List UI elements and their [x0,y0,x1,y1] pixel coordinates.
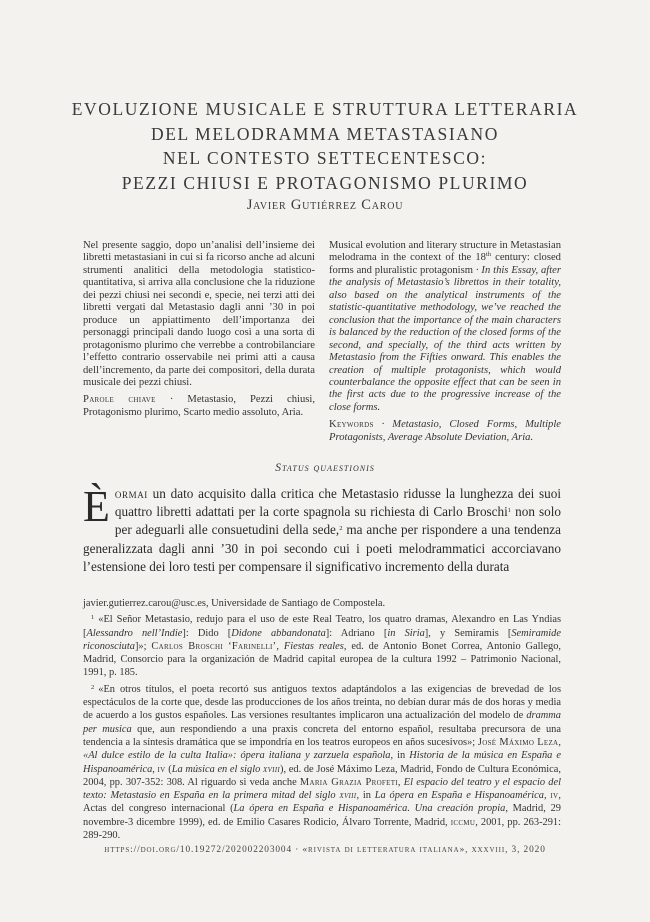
footnote-text: «El Señor Metastasio, redujo para el uso de este Real Teatro, los quatro dramas, Alexandro en Las Yndias [Alessandro nell’Indie]: Dido [Didone abbandonata]: Adriano [in Siria], y Semiramis [Semiramide riconosciuta]»; Carlos Broschi ‘Farinelli’, Fiestas reales, ed. de Antonio Bonet Correa, Antonio Gallego, Madrid, Consorcio para la organización de Madrid capital europea de la cultura 1992 – Patrimonio Nacional, 1991, p. 185. [83,614,562,679]
body-text-2: non solo per adeguarli alle consuetudini della sede, [114,504,561,538]
footnote-number: 1 [91,614,95,622]
smallcaps-opening: ormai [114,486,148,501]
abstract-english [329,240,561,444]
footnotes [83,597,561,843]
abstract-italian [83,240,315,419]
author-name: Javier Gutiérrez Carou [246,197,404,213]
footnote-ref-1[interactable]: 1 [507,507,512,515]
abstract-text: Nel presente saggio, dopo un’analisi dell’insieme dei libretti metastasiani in cui si fa ricorso anche ad alcuni strumenti analitici della metodologia statistico-quantitativa, si arriva alla conclusione che la riduzione dei pezzi chiusi nei secondi e, specie, nei terzi atti dei libretti vergati dal Metastasio dagli anni ’30 in poi produce un appiattimento dell’importanza dei personaggi principali dando luogo così a una sorta di protagonismo plurimo che verrebbe a controbilanciare l’effetto contrario osservabile nei primi atti a causa dell’incremento, da parte dei compositori, della durata musicale dei pezzi chiusi. [83,240,315,388]
article-title [0,97,650,195]
english-abstract-body: · In this Essay, after the analysis of Metastasio’s librettos in their totality, also based on the analytical instruments of the statistic-quantitative methodology, we’ve reached the conclusion that the importance of the main characters is balanced by the reduction of the closed forms of the second, and specially, of the third acts written by Metastasio from the Fifties onward. This enables the creation of multiple protagonists, which would counterbalance the opposite effect that can be seen in the first acts due to the progressive increase of the close forms. [329,264,561,413]
title-line: NEL CONTESTO SETTECENTESCO: [162,148,488,168]
body-text-1: un dato acquisito dalla critica che Metastasio ridusse la lunghezza dei suoi quattro libretti adattati per la corte spagnola su richiesta di Carlo Broschi [114,486,561,520]
title-line: DEL MELODRAMMA METASTASIANO [151,123,499,144]
author-affiliation: javier.gutierrez.carou@usc.es, Universidade de Santiago de Compostela. [83,598,386,609]
keywords [83,394,315,419]
title-line: EVOLUZIONE MUSICALE E STRUTTURA LETTERARIA [71,99,579,119]
section-heading: Status quaestionis [275,462,375,474]
footnote-text: «En otros títulos, el poeta recortó sus antiguos textos adaptándolos a las exigencias de brevedad de los espectáculos de la corte que, desde las producciones de los años treinta, no debían durar más de dos horas y media de acuerdo a los gustos españoles. Las versiones resultantes implicaron una actualización del modelo de dramma per musica que, aun respondiendo a una praxis concreta del entorno español, resultaba precursora de una tendencia a la síntesis dramática que se impondría en los teatros europeos en años sucesivos»; José Máximo Leza, «Al dulce estilo de la culta Italia»: ópera italiana y zarzuela española, in Historia de la música en España e Hispanoamérica, iv (La música en el siglo xviii), ed. de José Máximo Leza, Madrid, Fondo de Cultura Económica, 2004, pp. 307-352: 308. Al riguardo si veda anche Maria Grazia Profeti, El espacio del teatro y el espacio del texto: Metastasio en España en la primera mitad del siglo xviii, in La ópera en España e Hispanoamérica, iv, Actas del congreso internacional (La ópera en España e Hispanoamérica. Una creación propia, Madrid, 29 novembre-3 dicembre 1999), ed. de Emilio Casares Rodicio, Álvaro Torrente, Madrid, iccmu, 2001, pp. 263-291: 289-290. [83,683,562,842]
page-footer: https://doi.org/10.19272/202002203004 · «rivista di letteratura italiana», xxxviii, 3, 2020 [104,845,546,855]
keywords-label: Keywords [329,419,374,431]
abstract-text [329,240,561,414]
english-title-end: century: closed forms and pluralistic protagonism [329,252,561,276]
drop-cap: È [83,482,110,531]
body-text-3: ma anche per rispondere a una tendenza generalizzata dagli anni ’30 in poi secondo cui i poeti melodrammatici accorciavano l’estensione dei loro testi per compensare il significativo incremento della durata [83,522,561,574]
body-paragraph [83,482,561,576]
footnote-2 [83,681,561,843]
superscript: th [485,251,492,259]
keywords-list: · Metastasio, Closed Forms, Multiple Protagonists, Average Absolute Deviation, Aria. [329,419,561,443]
footnote-number: 2 [91,683,95,691]
keywords-list: · Metastasio, Pezzi chiusi, Protagonismo plurimo, Scarto medio assoluto, Aria. [83,394,316,418]
footnote-ref-2[interactable]: 2 [339,525,343,533]
english-title: Musical evolution and literary structure in Metastasian melodrama in the context of the 18 [329,240,561,264]
keywords-label: Parole chiave [83,394,156,406]
title-line: PEZZI CHIUSI E PROTAGONISMO PLURIMO [121,172,529,193]
footnote-1 [83,611,561,679]
keywords [329,419,561,444]
